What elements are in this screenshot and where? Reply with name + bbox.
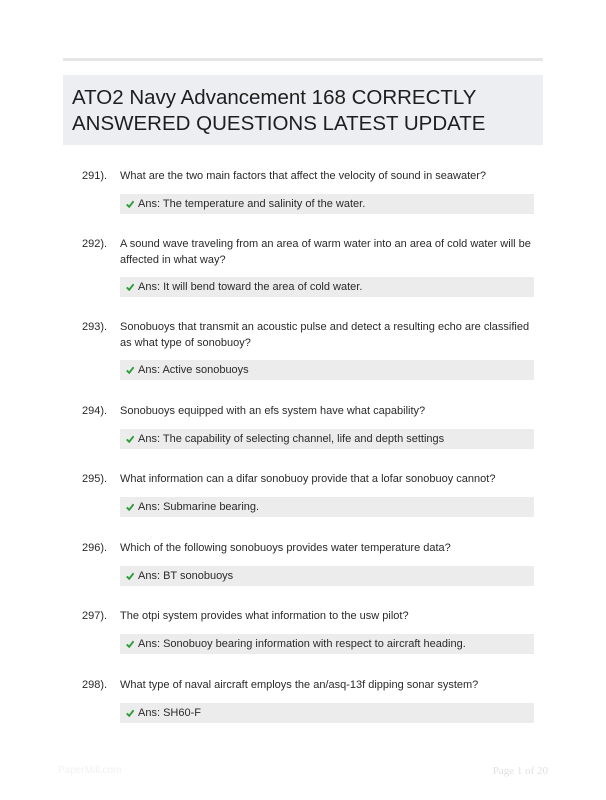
check-icon [126,572,134,580]
title-banner [63,75,543,145]
question-text: Sonobuoys that transmit an acoustic pulse and detect a resulting echo are classified as what type of sonobuoy? [120,321,530,349]
footer-watermark: PaperMill.com [58,765,122,776]
question-number: 297). [82,610,108,622]
answer-text: Ans: Active sonobuoys [138,364,249,376]
answer-text: Ans: The temperature and salinity of the water. [138,198,366,210]
answer-box [120,429,534,449]
answer-box [120,497,534,517]
answer-box [120,194,534,214]
question-text: What type of naval aircraft employs the an/asq-13f dipping sonar system? [120,679,479,691]
check-icon [126,503,134,511]
question-text: What information can a difar sonobuoy provide that a lofar sonobuoy cannot? [120,473,496,485]
check-icon [126,200,134,208]
page-title: ATO2 Navy Advancement 168 CORRECTLY ANSWERED QUESTIONS LATEST UPDATE [72,86,486,135]
question-text: Sonobuoys equipped with an efs system have what capability? [120,405,426,417]
check-icon [126,640,134,648]
check-icon [126,283,134,291]
answer-text: Ans: Submarine bearing. [138,501,260,513]
answer-text: Ans: The capability of selecting channel, life and depth settings [138,433,445,445]
answer-text: Ans: Sonobuoy bearing information with respect to aircraft heading. [138,638,466,650]
question-text: The otpi system provides what information to the usw pilot? [120,610,409,622]
answer-box [120,703,534,723]
question-number: 295). [82,473,108,485]
answer-box [120,360,534,380]
top-rule [63,58,543,61]
check-icon [126,709,134,717]
question-number: 298). [82,679,108,691]
question-number: 294). [82,405,108,417]
answer-text: Ans: It will bend toward the area of cold water. [138,281,363,293]
question-text: What are the two main factors that affect the velocity of sound in seawater? [120,170,487,182]
answer-box [120,634,534,654]
question-text: Which of the following sonobuoys provides water temperature data? [120,542,451,554]
question-number: 293). [82,321,108,333]
question-number: 291). [82,170,108,182]
question-number: 292). [82,238,108,250]
answer-text: Ans: SH60-F [138,707,201,719]
answer-text: Ans: BT sonobuoys [138,570,234,582]
check-icon [126,366,134,374]
check-icon [126,435,134,443]
answer-box [120,566,534,586]
answer-box [120,277,534,297]
question-text: A sound wave traveling from an area of warm water into an area of cold water will be affected in what way? [120,238,531,266]
question-number: 296). [82,542,108,554]
page-number: Page 1 of 20 [492,765,548,777]
